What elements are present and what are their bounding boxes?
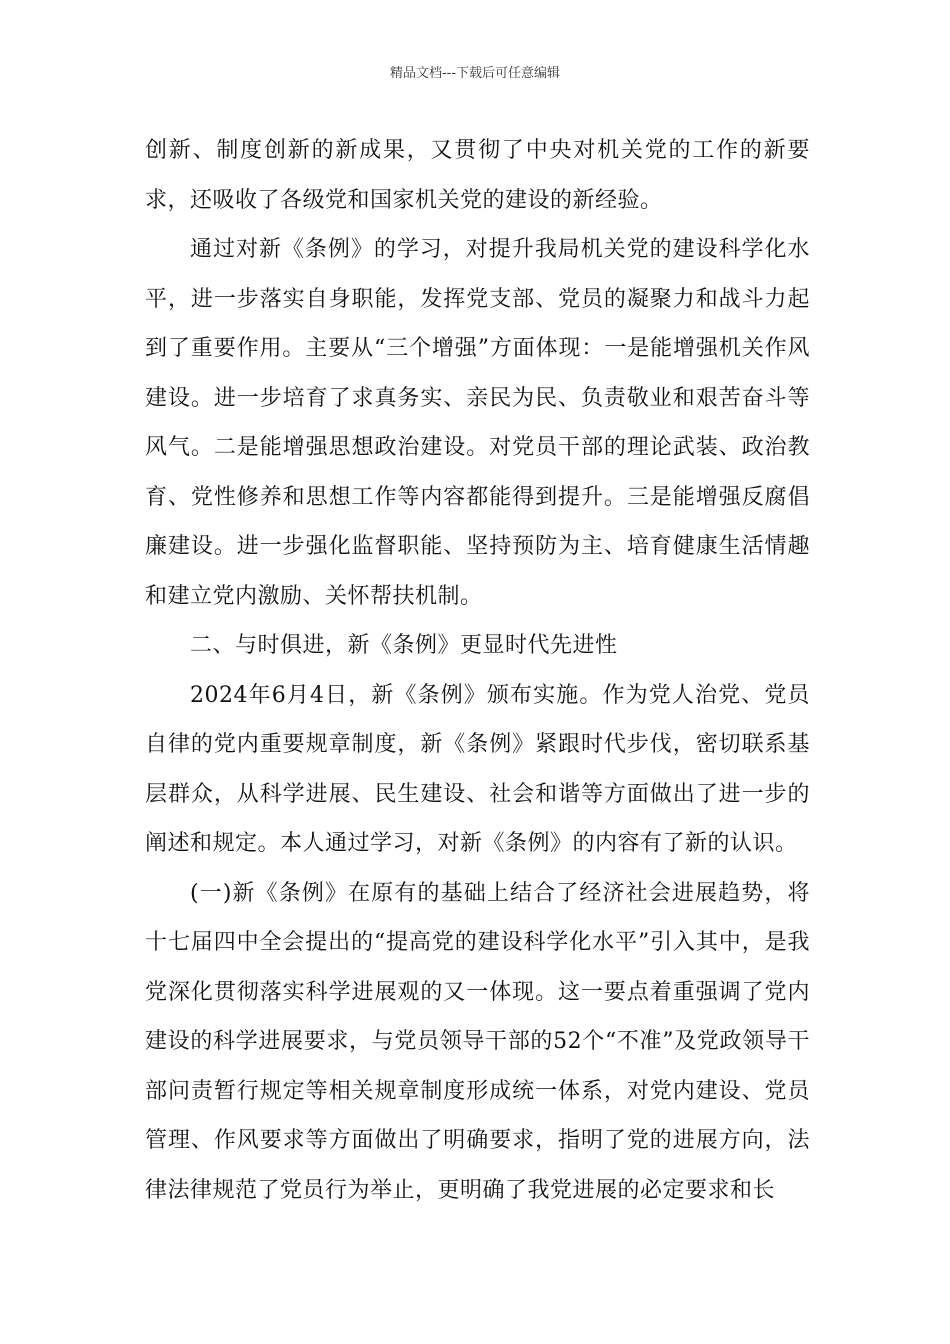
paragraph-study-impact: 通过对新《条例》的学习，对提升我局机关党的建设科学化水平，进一步落实自身职能，发挥党支部、党员的凝聚力和战斗力起到了重要作用。主要从“三个增强”方面体现：一是能增强机关作风建设。进一步培育了求真务实、亲民为民、负责敬业和艰苦奋斗等风气。二是能增强思想政治建设。对党员干部的理论武装、政治教育、党性修养和思想工作等内容都能得到提升。三是能增强反腐倡廉建设。进一步强化监督职能、坚持预防为主、培育健康生活情趣和建立党内激励、关怀帮扶机制。: [145, 237, 810, 609]
paragraph-continuation: 创新、制度创新的新成果，又贯彻了中央对机关党的工作的新要求，还吸收了各级党和国家机关党的建设的新经验。: [145, 138, 810, 213]
page-header: 精品文档---下载后可任意编辑: [389, 66, 561, 81]
document-body: [145, 126, 810, 1215]
paragraph-point-one: (一)新《条例》在原有的基础上结合了经济社会进展趋势，将十七届四中全会提出的“提高党的建设科学化水平”引入其中，是我党深化贯彻落实科学进展观的又一体现。这一要点着重强调了党内建设的科学进展要求，与党员领导干部的52个“不准”及党政领导干部问责暂行规定等相关规章制度形成统一体系，对党内建设、党员管理、作风要求等方面做出了明确要求，指明了党的进展方向，法律法律规范了党员行为举止，更明确了我党进展的必定要求和长: [145, 880, 810, 1203]
paragraph-regulation-intro: 2024年6月4日，新《条例》颁布实施。作为党人治党、党员自律的党内重要规章制度，新《条例》紧跟时代步伐，密切联系基层群众，从科学进展、民生建设、社会和谐等方面做出了进一步的阐述和规定。本人通过学习，对新《条例》的内容有了新的认识。: [145, 682, 810, 856]
section-heading: 二、与时俱进，新《条例》更显时代先进性: [190, 633, 618, 658]
